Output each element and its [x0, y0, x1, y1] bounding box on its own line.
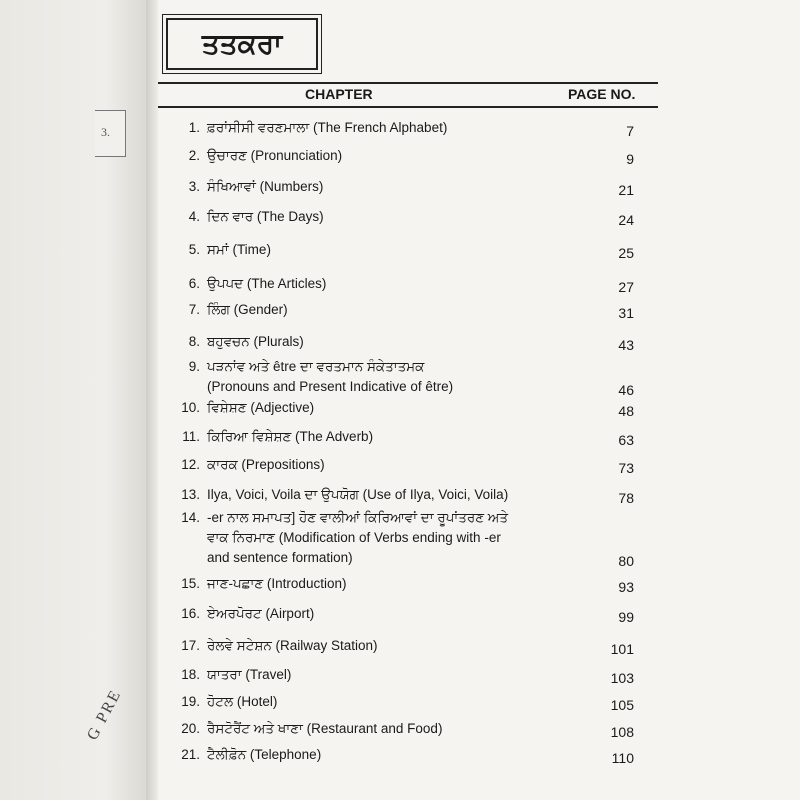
toc-entry: [172, 665, 634, 685]
chapter-title-line: ਬਹੁਵਚਨ (Plurals): [207, 334, 304, 349]
chapter-number: 18.: [181, 667, 200, 682]
chapter-number: 17.: [181, 638, 200, 653]
chapter-number: 7.: [188, 302, 200, 317]
chapter-title: [207, 332, 597, 352]
chapter-title-line: ਸਮਾਂ (Time): [207, 242, 271, 257]
chapter-number: 8.: [188, 334, 200, 349]
header-bottom-rule: [158, 106, 658, 108]
toc-entry: [172, 455, 634, 475]
chapter-title: [207, 300, 597, 320]
page-tab: [95, 110, 126, 157]
chapter-title-line: ਹੋਟਲ (Hotel): [207, 694, 278, 709]
chapter-title-line: ਕਾਰਕ (Prepositions): [207, 457, 325, 472]
toc-entry: [172, 398, 634, 418]
chapter-number: 6.: [188, 276, 200, 291]
chapter-title: [207, 398, 597, 418]
toc-entry: [172, 574, 634, 594]
chapter-title-line: Ilya, Voici, Voila ਦਾ ਉਪਯੋਗ (Use of Ilya, Voici, Voila): [207, 487, 509, 502]
chapter-title-line: ਰੇਲਵੇ ਸਟੇਸ਼ਨ (Railway Station): [207, 638, 378, 653]
chapter-title-line: ਕਿਰਿਆ ਵਿਸ਼ੇਸ਼ਣ (The Adverb): [207, 429, 374, 444]
toc-entry: [172, 300, 634, 320]
page-number: 9: [626, 151, 634, 167]
chapter-number: 19.: [181, 694, 200, 709]
page-number: 31: [618, 305, 634, 321]
chapter-title-line: ਵਿਸ਼ੇਸ਼ਣ (Adjective): [207, 400, 315, 415]
chapter-header: CHAPTER: [305, 86, 373, 102]
chapter-title: [207, 427, 597, 447]
chapter-title-line: ਲਿੰਗ (Gender): [207, 302, 288, 317]
page-title: ਤਤਕਰਾ: [201, 27, 283, 60]
page-number: 27: [618, 279, 634, 295]
toc-entry: [172, 118, 634, 138]
toc-entry: [172, 636, 634, 656]
chapter-title: [207, 636, 597, 656]
chapter-number: 13.: [181, 487, 200, 502]
chapter-title-line: ਟੈਲੀਫ਼ੋਨ (Telephone): [207, 747, 322, 762]
tab-text: 3.: [101, 125, 110, 139]
toc-entry: [172, 604, 634, 624]
toc-entry: [172, 240, 634, 260]
chapter-number: 11.: [182, 429, 200, 444]
chapter-number: 14.: [181, 510, 200, 525]
toc-entry: [172, 207, 634, 227]
chapter-title-line: and sentence formation): [207, 550, 353, 565]
page-no-header: PAGE NO.: [568, 86, 636, 102]
toc-entry: [172, 745, 634, 765]
chapter-number: 3.: [188, 179, 200, 194]
toc-entry: [172, 485, 634, 505]
chapter-number: 9.: [188, 359, 200, 374]
spine-text: G PRE: [84, 686, 125, 743]
page-number: 73: [618, 460, 634, 476]
chapter-title-line: ਫ਼ਰਾਂਸੀਸੀ ਵਰਣਮਾਲਾ (The French Alphabet): [207, 120, 448, 135]
header-top-rule: [158, 82, 658, 84]
page-number: 93: [618, 579, 634, 595]
chapter-title: [207, 207, 597, 227]
left-page: [0, 0, 150, 800]
chapter-title: [207, 574, 597, 594]
toc-entry: [172, 274, 634, 294]
toc-entry: [172, 692, 634, 712]
chapter-title-line: (Pronouns and Present Indicative of être): [207, 379, 454, 394]
chapter-title: [207, 274, 597, 294]
page-number: 43: [618, 337, 634, 353]
page-number: 46: [618, 382, 634, 398]
chapter-title: [207, 357, 597, 397]
page-number: 78: [618, 490, 634, 506]
toc-entry: [172, 146, 634, 166]
chapter-number: 20.: [181, 721, 200, 736]
chapter-title-line: ਪੜਨਾਂਵ ਅਤੇ être ਦਾ ਵਰਤਮਾਨ ਸੰਕੇਤਾਤਮਕ: [207, 359, 425, 374]
page-number: 48: [618, 403, 634, 419]
chapter-title-line: ਯਾਤਰਾ (Travel): [207, 667, 292, 682]
chapter-title-line: ਉਪਪਦ (The Articles): [207, 276, 327, 291]
chapter-number: 5.: [188, 242, 200, 257]
page-number: 101: [610, 641, 634, 657]
chapter-number: 10.: [181, 400, 200, 415]
toc-entry: [172, 427, 634, 447]
chapter-title-line: ਵਾਕ ਨਿਰਮਾਣ (Modification of Verbs ending with -er: [207, 530, 501, 545]
chapter-number: 21.: [181, 747, 200, 762]
page-number: 21: [618, 182, 634, 198]
chapter-title: [207, 665, 597, 685]
chapter-title: [207, 692, 597, 712]
page-number: 25: [618, 245, 634, 261]
page-number: 103: [610, 670, 634, 686]
chapter-title: [207, 604, 597, 624]
chapter-title: [207, 719, 597, 739]
chapter-title: [207, 485, 597, 505]
page-number: 99: [618, 609, 634, 625]
page-number: 105: [610, 697, 634, 713]
chapter-title: [207, 146, 597, 166]
chapter-title: [207, 240, 597, 260]
chapter-title: [207, 745, 597, 765]
chapter-title-line: ਜਾਣ-ਪਛਾਣ (Introduction): [207, 576, 347, 591]
page-title-box: [166, 18, 318, 70]
toc-entry: [172, 719, 634, 739]
toc-entry: [172, 508, 634, 568]
page-number: 108: [610, 724, 634, 740]
page-number: 110: [611, 750, 634, 766]
chapter-number: 15.: [181, 576, 200, 591]
page-number: 80: [618, 553, 634, 569]
chapter-number: 2.: [188, 148, 200, 163]
chapter-title: [207, 177, 597, 197]
chapter-title-line: ਸੰਖਿਆਵਾਂ (Numbers): [207, 179, 324, 194]
chapter-title-line: ਉਚਾਰਣ (Pronunciation): [207, 148, 343, 163]
chapter-number: 12.: [181, 457, 200, 472]
toc-entry: [172, 332, 634, 352]
chapter-title-line: ਦਿਨ ਵਾਰ (The Days): [207, 209, 324, 224]
chapter-number: 1.: [188, 120, 200, 135]
page-number: 63: [618, 432, 634, 448]
toc-entry: [172, 177, 634, 197]
chapter-title-line: -er ਨਾਲ ਸਮਾਪਤ] ਹੋਣ ਵਾਲੀਆਂ ਕਿਰਿਆਵਾਂ ਦਾ ਰੂਪਾਂਤਰਣ ਅਤੇ: [207, 510, 509, 525]
page-number: 7: [626, 123, 634, 139]
toc-entry: [172, 357, 634, 397]
chapter-title: [207, 118, 597, 138]
chapter-title: [207, 455, 597, 475]
chapter-number: 16.: [181, 606, 200, 621]
chapter-title: [207, 508, 597, 568]
chapter-number: 4.: [188, 209, 200, 224]
chapter-title-line: ਰੈਸਟੋਰੈਂਟ ਅਤੇ ਖਾਣਾ (Restaurant and Food): [207, 721, 443, 736]
page-number: 24: [618, 212, 634, 228]
chapter-title-line: ਏਅਰਪੋਰਟ (Airport): [207, 606, 315, 621]
